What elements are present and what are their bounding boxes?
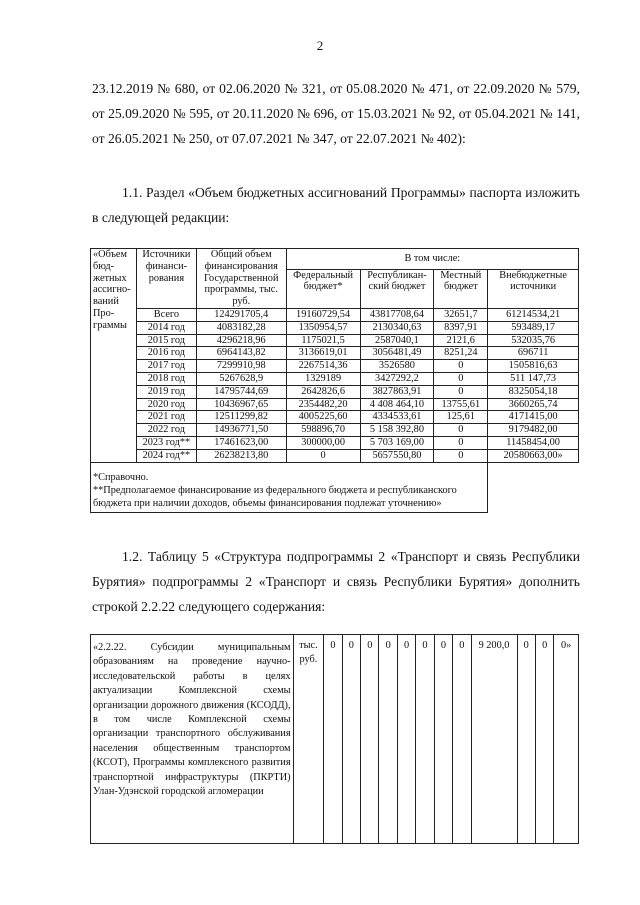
cell-period: 2017 год [136, 360, 196, 373]
cell-local: 0 [434, 449, 488, 462]
cell-extra: 593489,17 [488, 321, 579, 334]
cell-local: 0 [434, 372, 488, 385]
footnote-reference: *Справочно. [93, 471, 149, 483]
table-row [91, 372, 579, 385]
cell-republic: 3427292,2 [360, 372, 434, 385]
cell-period: 2014 год [136, 321, 196, 334]
table-row [91, 321, 579, 334]
row-value: 0 [535, 635, 553, 844]
cell-extra: 20580663,00» [488, 449, 579, 462]
header-extra: Внебюджетные источники [488, 269, 579, 308]
row-value: 0» [554, 635, 579, 844]
header-source: Источники финанси-рования [136, 249, 196, 309]
cell-federal: 1329189 [286, 372, 360, 385]
cell-local: 2121,6 [434, 334, 488, 347]
cell-local: 32651,7 [434, 308, 488, 321]
section-1-1-paragraph: 1.1. Раздел «Объем бюджетных ассигнований Программы» паспорта изложить в следующей редакции: [92, 185, 580, 225]
row-unit: тыс. руб. [293, 635, 324, 844]
row-value: 0 [453, 635, 471, 844]
cell-republic: 3056481,49 [360, 347, 434, 360]
header-total: Общий объем финансирования Государственной программы, тыс. руб. [196, 249, 286, 309]
cell-extra: 11458454,00 [488, 436, 579, 449]
section-label-cell: «Объем бюд-жетных ассигно-ваний Про-граммы [91, 249, 137, 463]
cell-extra: 696711 [488, 347, 579, 360]
cell-republic: 5 158 392,80 [360, 424, 434, 437]
cell-local: 0 [434, 436, 488, 449]
cell-local: 8251,24 [434, 347, 488, 360]
footnotes-cell [91, 462, 488, 512]
cell-republic: 2130340,63 [360, 321, 434, 334]
budget-allocation-table [90, 248, 579, 513]
cell-local: 13755,61 [434, 398, 488, 411]
table-row [91, 436, 579, 449]
table-row [91, 449, 579, 462]
cell-period: 2018 год [136, 372, 196, 385]
row-value: 0 [434, 635, 452, 844]
row-value: 0 [361, 635, 379, 844]
page-number: 2 [316, 38, 324, 53]
cell-total: 6964143,82 [196, 347, 286, 360]
cell-federal: 1350954,57 [286, 321, 360, 334]
footnote-projected-financing: **Предполагаемое финансирование из федерального бюджета и республиканского бюджета при наличии доходов, объемы финансирования подлежат уточнению» [93, 484, 457, 509]
cell-extra: 61214534,21 [488, 308, 579, 321]
row-value: 0 [342, 635, 360, 844]
cell-federal: 300000,00 [286, 436, 360, 449]
cell-republic: 5 703 169,00 [360, 436, 434, 449]
header-federal: Федеральный бюджет* [286, 269, 360, 308]
cell-period: 2016 год [136, 347, 196, 360]
table-row [91, 424, 579, 437]
cell-federal: 2354482,20 [286, 398, 360, 411]
cell-republic: 3526580 [360, 360, 434, 373]
row-value: 0 [397, 635, 415, 844]
cell-federal: 1175021,5 [286, 334, 360, 347]
cell-republic: 4334533,61 [360, 411, 434, 424]
cell-total: 7299910,98 [196, 360, 286, 373]
cell-extra: 511 147,73 [488, 372, 579, 385]
intro-paragraph: 23.12.2019 № 680, от 02.06.2020 № 321, от 05.08.2020 № 471, от 22.09.2020 № 579, от 25.09.2020 № 595, от 20.11.2020 № 696, от 15.03.2021 № 92, от 05.04.2021 № 141, от 26.05.2021 № 250, от 07.07.2021 № 347, от 22.07.2021 № 402): [92, 81, 580, 146]
cell-republic: 4 408 464,10 [360, 398, 434, 411]
row-value: 0 [379, 635, 397, 844]
cell-local: 0 [434, 424, 488, 437]
cell-extra: 9179482,00 [488, 424, 579, 437]
cell-federal: 0 [286, 449, 360, 462]
cell-period: 2023 год** [136, 436, 196, 449]
cell-local: 125,61 [434, 411, 488, 424]
row-value: 0 [324, 635, 342, 844]
cell-local: 0 [434, 360, 488, 373]
header-including: В том числе: [286, 249, 578, 270]
table-row [91, 334, 579, 347]
cell-total: 14936771,50 [196, 424, 286, 437]
table-row [91, 347, 579, 360]
cell-federal: 3136619,01 [286, 347, 360, 360]
cell-federal: 2267514,36 [286, 360, 360, 373]
cell-federal: 2642826,6 [286, 385, 360, 398]
table-row [91, 398, 579, 411]
cell-total: 4296218,96 [196, 334, 286, 347]
header-republic: Республикан-ский бюджет [360, 269, 434, 308]
cell-total: 10436967,65 [196, 398, 286, 411]
cell-extra: 3660265,74 [488, 398, 579, 411]
cell-republic: 3827863,91 [360, 385, 434, 398]
header-local: Местный бюджет [434, 269, 488, 308]
cell-extra: 4171415,00 [488, 411, 579, 424]
subprogram-structure-table [90, 634, 579, 844]
table-row [91, 385, 579, 398]
cell-period: 2020 год [136, 398, 196, 411]
cell-period: Всего [136, 308, 196, 321]
row-value: 0 [416, 635, 434, 844]
cell-period: 2021 год [136, 411, 196, 424]
cell-local: 8397,91 [434, 321, 488, 334]
cell-total: 5267628,9 [196, 372, 286, 385]
row-value: 9 200,0 [471, 635, 517, 844]
cell-extra: 1505816,63 [488, 360, 579, 373]
cell-republic: 2587040,1 [360, 334, 434, 347]
table-row [91, 411, 579, 424]
cell-republic: 43817708,64 [360, 308, 434, 321]
cell-republic: 5657550,80 [360, 449, 434, 462]
cell-total: 17461623,00 [196, 436, 286, 449]
cell-federal: 598896,70 [286, 424, 360, 437]
cell-period: 2022 год [136, 424, 196, 437]
cell-federal: 4005225,60 [286, 411, 360, 424]
table-row [91, 308, 579, 321]
cell-extra: 532035,76 [488, 334, 579, 347]
cell-total: 124291705,4 [196, 308, 286, 321]
section-1-2-paragraph: 1.2. Таблицу 5 «Структура подпрограммы 2 «Транспорт и связь Республики Бурятия» подпрограммы 2 «Транспорт и связь Республики Бурятия» дополнить строкой 2.2.22 следующего содержания: [92, 549, 580, 614]
cell-period: 2024 год** [136, 449, 196, 462]
cell-period: 2019 год [136, 385, 196, 398]
row-value: 0 [517, 635, 535, 844]
cell-total: 4083182,28 [196, 321, 286, 334]
row-description: «2.2.22. Субсидии муниципальным образованиям на проведение научно-исследовательской работы в целях актуализации Комплексной схемы организации дорожного движения (КСОДД), в том числе Комплексной схемы организации транспортного обслуживания населения общественным транспортом (КСОТ), Программы комплексного развития транспортной инфраструктуры (ПКРТИ) Улан-Удэнской городской агломерации [91, 635, 294, 844]
cell-total: 12511299,82 [196, 411, 286, 424]
cell-local: 0 [434, 385, 488, 398]
table-row [91, 360, 579, 373]
cell-period: 2015 год [136, 334, 196, 347]
table-row [91, 635, 579, 844]
cell-extra: 8325054,18 [488, 385, 579, 398]
cell-total: 14795744,69 [196, 385, 286, 398]
cell-total: 26238213,80 [196, 449, 286, 462]
cell-federal: 19160729,54 [286, 308, 360, 321]
